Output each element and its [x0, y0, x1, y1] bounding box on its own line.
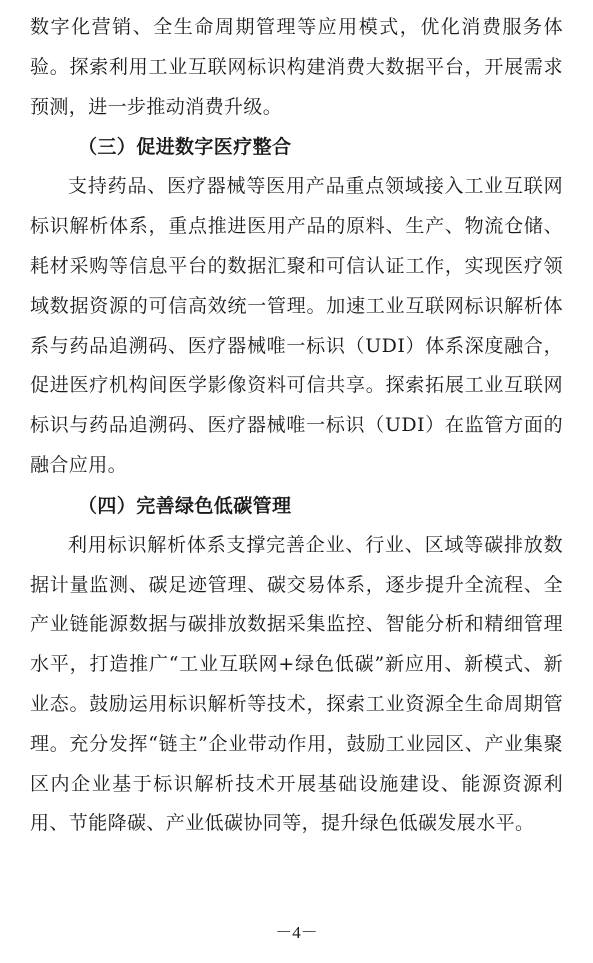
paragraph-digital-medical: 支持药品、医疗器械等医用产品重点领域接入工业互联网标识解析体系，重点推进医用产品的原料、生产、物流仓储、耗材采购等信息平台的数据汇聚和可信认证工作，实现医疗领域数据资源的可信高效统一管理。加速工业互联网标识解析体系与药品追溯码、医疗器械唯一标识（UDI）体系深度融合，促进医疗机构间医学影像资料可信共享。探索拓展工业互联网标识与药品追溯码、医疗器械唯一标识（UDI）在监管方面的融合应用。 [30, 175, 563, 476]
paragraph-green-lowcarbon: 利用标识解析体系支撑完善企业、行业、区域等碳排放数据计量监测、碳足迹管理、碳交易体系，逐步提升全流程、全产业链能源数据与碳排放数据采集监控、智能分析和精细管理水平，打造推广“工业互联网+绿色低碳”新应用、新模式、新业态。鼓励运用标识解析等技术，探索工业资源全生命周期管理。充分发挥“链主”企业带动作用，鼓励工业园区、产业集聚区内企业基于标识解析技术开展基础设施建设、能源资源利用、节能降碳、产业低碳协同等，提升绿色低碳发展水平。 [30, 533, 563, 835]
section-heading-green-lowcarbon: （四）完善绿色低碳管理 [78, 494, 292, 517]
section-heading-digital-medical: （三）促进数字医疗整合 [78, 136, 292, 159]
document-page [30, 8, 563, 844]
page-number: －4－ [275, 923, 318, 942]
paragraph-consumption: 数字化营销、全生命周期管理等应用模式，优化消费服务体验。探索利用工业互联网标识构建消费大数据平台，开展需求预测，进一步推动消费升级。 [30, 16, 563, 118]
